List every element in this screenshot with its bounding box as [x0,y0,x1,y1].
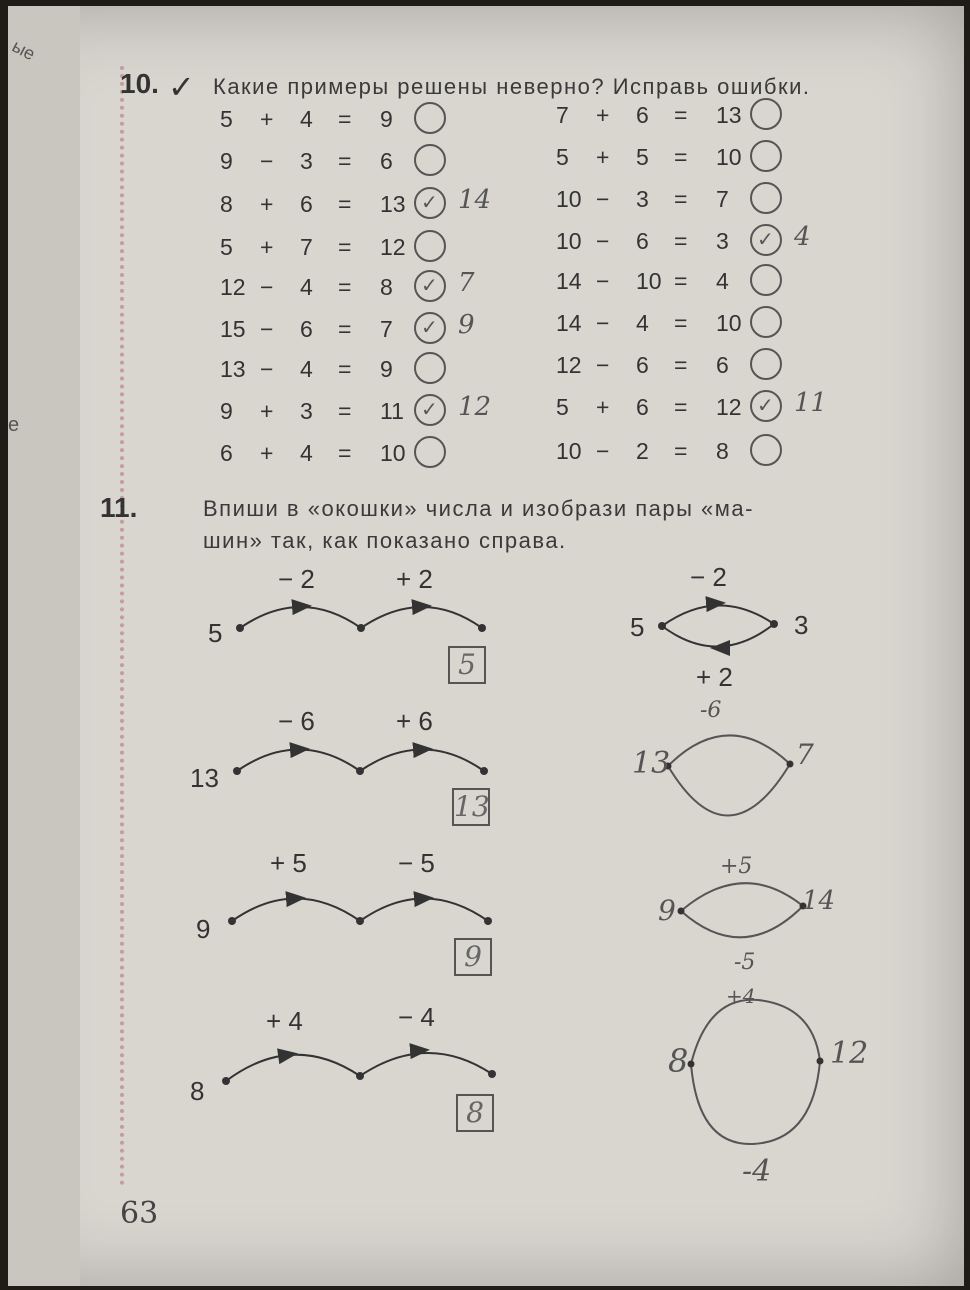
chain-start-number: 9 [196,914,211,944]
equation-second-number: 5 [636,144,649,170]
equals-sign: = [674,438,688,464]
equals-sign: = [674,186,688,212]
chain-arcs [233,749,488,775]
workbook-page [8,6,964,1286]
drawn-pair-left-number: 13 [632,746,671,781]
adjacent-page-fragment: е [8,414,20,436]
equals-sign: = [674,228,688,254]
drawn-pair-right-number: 14 [802,886,836,916]
equation-result: 8 [380,274,393,300]
check-mark-icon: ✓ [421,397,438,421]
equation-first-number: 10 [556,228,582,254]
equation-result: 4 [716,268,729,294]
equation-second-number: 4 [300,274,313,300]
equals-sign: = [338,148,352,174]
equation-result: 3 [716,228,729,254]
drawn-pair-diagram [688,1000,824,1144]
page-number: 63 [120,1196,159,1231]
equation-operator: − [260,356,274,382]
adjacent-page-fragment: ые [8,35,39,65]
chain-operation: − 4 [398,1002,435,1032]
correction: 7 [458,268,475,298]
equation-second-number: 3 [300,148,313,174]
check-mark-icon: ✓ [757,227,774,251]
answer-window[interactable] [454,938,492,976]
drawn-pair-left-number: 9 [658,894,676,927]
equation-second-number: 10 [636,268,662,294]
equation-second-number: 4 [636,310,649,336]
task10-question: Какие примеры решены неверно? Исправь ошибки. [213,74,811,99]
drawn-pair-right-number: 12 [830,1036,869,1071]
equation-operator: − [596,352,610,378]
answer-value: 13 [454,790,490,823]
equals-sign: = [338,234,352,260]
check-mark-icon: ✓ [421,190,438,214]
equation-operator: − [260,316,274,342]
equation-first-number: 12 [220,274,246,300]
check-mark-icon: ✓ [757,393,774,417]
correction: 11 [794,388,828,418]
answer-window[interactable] [452,788,490,826]
equation-first-number: 5 [220,106,233,132]
drawn-pair-top-operation: +5 [720,854,753,879]
equation-result: 10 [380,440,406,466]
answer-value: 8 [466,1096,484,1129]
equation-second-number: 6 [300,316,313,342]
equation-first-number: 6 [220,440,233,466]
equation-second-number: 6 [636,394,649,420]
equation-operator: − [260,274,274,300]
equation-first-number: 9 [220,148,233,174]
drawn-pair-diagram [665,735,794,815]
equation-result: 10 [716,310,742,336]
equation-operator: + [596,394,610,420]
equation-operator: − [596,228,610,254]
chain-start-number: 8 [190,1076,205,1106]
example-pair-top-operation: − 2 [690,562,727,592]
equation-first-number: 5 [556,144,569,170]
chain-operation: + 2 [396,564,433,594]
equals-sign: = [338,316,352,342]
equals-sign: = [338,191,352,217]
correction: 12 [458,392,492,422]
check-mark-icon: ✓ [421,273,438,297]
equation-operator: − [596,186,610,212]
chain-arcs [236,606,486,632]
correction: 9 [458,310,475,340]
task11-number: 11. [100,492,138,523]
equals-sign: = [674,144,688,170]
equation-result: 7 [380,316,393,342]
equation-operator: − [260,148,274,174]
equation-first-number: 10 [556,186,582,212]
drawn-pair-left-number: 8 [668,1042,689,1080]
equation-first-number: 15 [220,316,246,342]
equation-result: 13 [380,191,406,217]
equation-first-number: 10 [556,438,582,464]
answer-value: 5 [458,648,476,681]
equation-first-number: 8 [220,191,233,217]
equation-second-number: 7 [300,234,313,260]
equation-result: 9 [380,356,393,382]
chain-operation: − 2 [278,564,315,594]
equation-first-number: 14 [556,310,582,336]
example-pair-diagram [658,603,778,648]
equation-result: 10 [716,144,742,170]
equation-second-number: 3 [300,398,313,424]
equation-first-number: 7 [556,102,569,128]
chain-operation: + 4 [266,1006,303,1036]
answer-window[interactable] [456,1094,494,1132]
equation-result: 13 [716,102,742,128]
equation-first-number: 9 [220,398,233,424]
equation-result: 9 [380,106,393,132]
equation-operator: − [596,310,610,336]
equation-operator: + [260,191,274,217]
equation-result: 12 [380,234,406,260]
task10-number: 10. [120,68,159,99]
equation-operator: + [596,144,610,170]
equation-first-number: 5 [556,394,569,420]
equation-second-number: 4 [300,106,313,132]
equation-second-number: 4 [300,440,313,466]
equals-sign: = [674,310,688,336]
example-pair-right-number: 3 [794,610,809,640]
drawn-pair-right-number: 7 [796,738,814,771]
correction: 14 [458,185,492,215]
equation-second-number: 3 [636,186,649,212]
equation-first-number: 13 [220,356,246,382]
teacher-check-mark: ✓ [168,68,195,106]
equals-sign: = [338,274,352,300]
chain-start-number: 5 [208,618,223,648]
check-mark-icon: ✓ [421,315,438,339]
equation-operator: + [260,440,274,466]
equation-operator: − [596,268,610,294]
equation-second-number: 6 [636,352,649,378]
drawn-pair-diagram [678,883,807,937]
equals-sign: = [338,398,352,424]
equation-operator: + [260,106,274,132]
chain-start-number: 13 [190,763,219,793]
equals-sign: = [674,268,688,294]
chain-arcs [222,1050,496,1085]
chain-operation: − 6 [278,706,315,736]
equation-second-number: 4 [300,356,313,382]
task11-instruction-line2: шин» так, как показано справа. [203,528,567,553]
drawn-pair-top-operation: +4 [726,984,756,1008]
chain-operation: − 5 [398,848,435,878]
equation-operator: + [596,102,610,128]
equation-second-number: 6 [636,228,649,254]
drawn-pair-bottom-operation: -4 [742,1154,772,1189]
equals-sign: = [674,352,688,378]
equation-first-number: 12 [556,352,582,378]
equation-second-number: 6 [300,191,313,217]
drawn-pair-bottom-operation: -5 [734,950,756,975]
equals-sign: = [338,356,352,382]
correction: 4 [794,222,811,252]
equation-result: 11 [380,398,404,424]
equation-first-number: 5 [220,234,233,260]
chain-operation: + 5 [270,848,307,878]
equals-sign: = [674,102,688,128]
chain-arcs [228,898,492,925]
equation-first-number: 14 [556,268,582,294]
equation-result: 8 [716,438,729,464]
equation-result: 6 [380,148,393,174]
equation-operator: + [260,234,274,260]
equation-operator: − [596,438,610,464]
equation-result: 7 [716,186,729,212]
task11-instruction-line1: Впиши в «окошки» числа и изобрази пары «ма- [203,496,754,521]
chain-operation: + 6 [396,706,433,736]
equation-result: 12 [716,394,742,420]
equals-sign: = [338,106,352,132]
answer-value: 9 [464,940,482,973]
example-pair-bottom-operation: + 2 [696,662,733,692]
equation-second-number: 2 [636,438,649,464]
drawn-pair-top-operation: -6 [700,698,722,723]
equals-sign: = [338,440,352,466]
example-pair-left-number: 5 [630,612,645,642]
answer-window[interactable] [448,646,486,684]
equation-second-number: 6 [636,102,649,128]
equation-operator: + [260,398,274,424]
equation-result: 6 [716,352,729,378]
equals-sign: = [674,394,688,420]
